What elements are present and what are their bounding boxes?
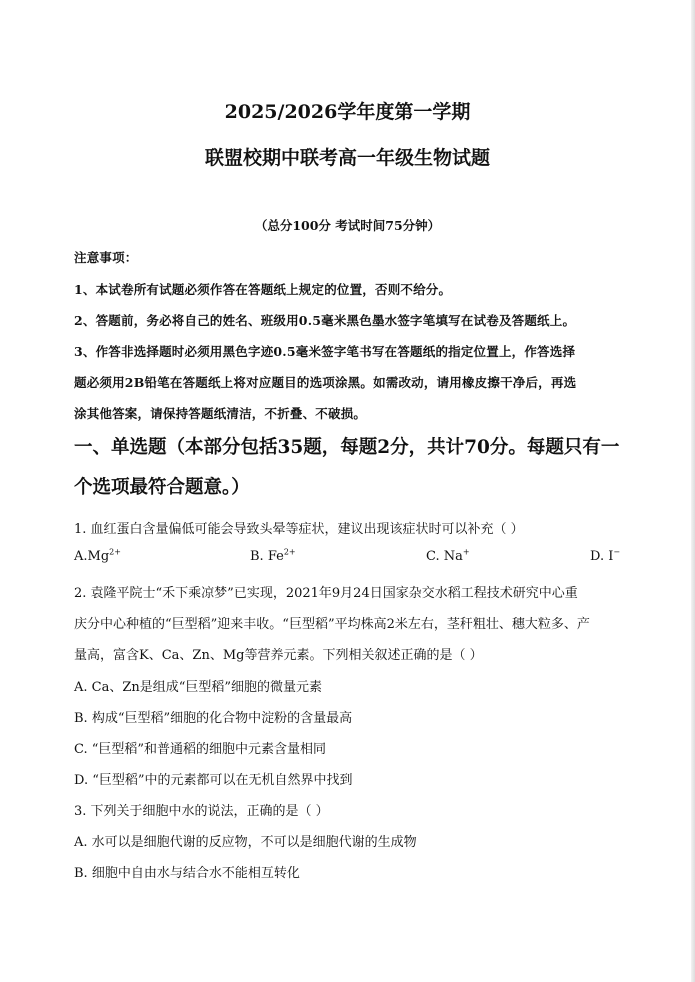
q2-stem-line2: 庆分中心种植的“巨型稻”迎来丰收。“巨型稻”平均株高2米左右，茎秆粗壮、穗大粒多、产 [74,617,590,632]
note-item-3-line2: 题必须用2B铅笔在答题纸上将对应题目的选项涂黑。如需改动，请用橡皮擦干净后，再选 [74,375,577,390]
q2-option-d: D. “巨型稻”中的元素都可以在无机自然界中找到 [74,773,353,788]
q1-option-a [74,549,121,564]
note-item-1: 1、本试卷所有试题必须作答在答题纸上规定的位置，否则不给分。 [74,282,452,297]
note-item-2: 2、答题前，务必将自己的姓名、班级用0.5毫米黑色墨水签字笔填写在试卷及答题纸上。 [74,313,576,328]
q2-stem-line1: 2. 袁隆平院士“禾下乘凉梦”已实现，2021年9月24日国家杂交水稻工程技术研究中心重 [74,586,578,601]
q3-option-a: A. 水可以是细胞代谢的反应物，不可以是细胞代谢的生成物 [74,835,417,850]
q1-option-b-sup: 2+ [283,547,296,557]
q2-option-c: C. “巨型稻”和普通稻的细胞中元素含量相同 [74,742,327,757]
q2-stem-line3: 量高，富含K、Ca、Zn、Mg等营养元素。下列相关叙述正确的是（ ） [74,648,483,663]
q1-stem: 1. 血红蛋白含量偏低可能会导致头晕等症状，建议出现该症状时可以补充（ ） [74,522,524,537]
q1-option-d-sup: − [613,547,621,557]
q2-option-b: B. 构成“巨型稻”细胞的化合物中淀粉的含量最高 [74,711,353,726]
q1-option-b [250,549,296,564]
section-heading-line2: 个选项最符合题意。） [74,477,250,498]
notes-heading: 注意事项： [74,250,138,265]
note-item-3-line3: 涂其他答案，请保持答题纸清洁，不折叠、不破损。 [74,406,367,421]
q1-option-c-sup: + [462,547,470,557]
q1-option-d [590,549,620,564]
exam-subtitle: （总分100分 考试时间75分钟） [254,218,441,233]
q2-option-a: A. Ca、Zn是组成“巨型稻”细胞的微量元素 [74,680,323,695]
q1-option-d-text: D. I [590,549,614,564]
section-heading-line1: 一、单选题（本部分包括35题，每题2分，共计70分。每题只有一 [74,437,620,458]
q3-stem: 3. 下列关于细胞中水的说法，正确的是（ ） [74,804,329,819]
q1-option-b-text: B. Fe [250,549,284,564]
q1-option-c [426,549,470,564]
q3-option-b: B. 细胞中自由水与结合水不能相互转化 [74,866,300,881]
q1-option-c-text: C. Na [426,549,463,564]
exam-title-line2: 联盟校期中联考高一年级生物试题 [204,147,490,169]
q1-option-a-text: A.Mg [74,549,110,564]
q1-option-a-sup: 2+ [109,547,121,557]
exam-title-line1: 2025/2026学年度第一学期 [224,101,471,123]
note-item-3-line1: 3、作答非选择题时必须用黑色字迹0.5毫米签字笔书写在答题纸的指定位置上，作答选择 [74,344,576,359]
